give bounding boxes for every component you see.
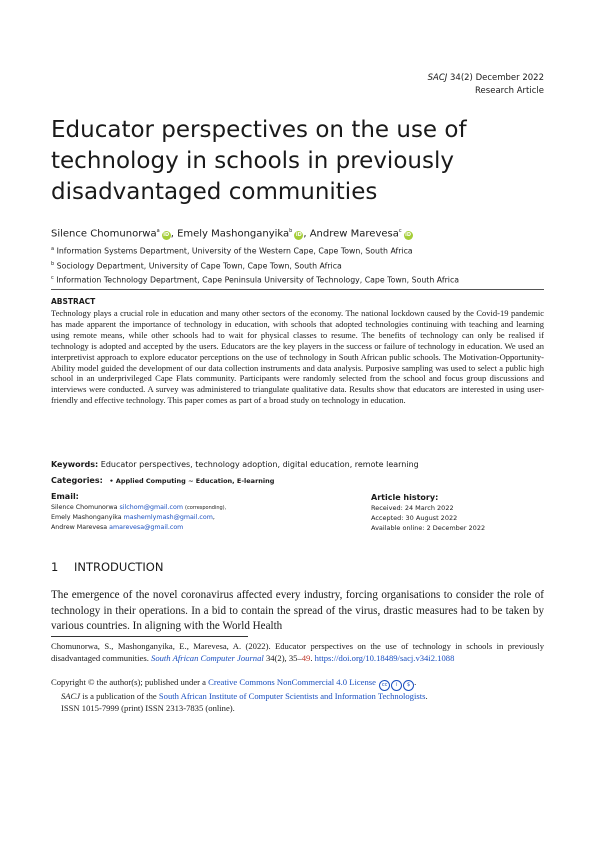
- journal-issue-line: [428, 72, 544, 85]
- email-entry: Andrew Marevesa amarevesa@gmail.com: [51, 524, 184, 531]
- affiliation: $^a$ Information Systems Department, University of the Western Cape, Cape Town, South Africa: [51, 246, 413, 256]
- affiliation: $^b$ Sociology Department, University of Cape Town, Cape Town, South Africa: [51, 260, 342, 271]
- history-label: Article history:: [371, 493, 439, 502]
- author-name: Silence Chomunorwa: [51, 228, 157, 240]
- cc-nc-icon: $: [403, 680, 414, 691]
- abstract-text: Technology plays a crucial role in education and many other sectors of the economy. The national lockdown caused by the Covid-19 pandemic has made apparent the importance of technology in education, with schools that adopted technologies continuing with teaching and learning using remote means, while other schools had to wait for physical classes to resume. The benefits of technology can only be realised if technology is adopted and accepted by the users. Educators are the key players in the success or failure of technology in education. We used an interpretivist approach to explore educator perceptions on the use of technology in South African public schools. The Motivation-Opportunity-Ability model guided the development of our data collection instruments and data analysis. Purposive sampling was used to select a public high school in an underprivileged Cape Flats community. Participants were randomly selected from the school and focus group discussions and interviews were conducted. A survey was administered to triangulate qualitative data. Results show that educators are interested in using user-friendly and effective technology. This paper comes as part of a broad study on technology in education.: [51, 308, 544, 406]
- affiliations: [51, 243, 459, 287]
- article-type: Research Article: [475, 86, 544, 96]
- keywords: [51, 459, 419, 470]
- affiliation: $^c$ Information Technology Department, Cape Peninsula University of Technology, Cape Town, South Africa: [51, 275, 460, 285]
- history-online: Available online: 2 December 2022: [371, 524, 486, 532]
- section-title: INTRODUCTION: [73, 560, 164, 574]
- license-link[interactable]: Creative Commons NonCommercial 4.0 License: [208, 677, 376, 687]
- orcid-icon[interactable]: iD: [163, 232, 170, 239]
- journal-issue: 34(2) December 2022: [450, 73, 544, 83]
- institute-link[interactable]: South African Institute of Computer Scientists and Information Technologists: [158, 691, 426, 701]
- affil-mark: a: [156, 228, 160, 234]
- abstract-heading: ABSTRACT: [51, 297, 96, 306]
- cc-license-icon[interactable]: cc: [379, 680, 390, 691]
- publication-line: SACJ is a publication of the South African Institute of Computer Scientists and Information Technologists.: [61, 691, 428, 701]
- footnote-divider: [51, 636, 248, 637]
- body-paragraph: The emergence of the novel coronavirus affected every industry, forcing organisations to consider the role of technology in their operations. In a bid to contain the spread of the virus, drastic measures had to be taken by various countries. In aligning with the World Health: [51, 589, 544, 632]
- orcid-icon[interactable]: iD: [405, 232, 412, 239]
- header-divider: [51, 289, 544, 290]
- journal-header: [428, 72, 544, 98]
- section-heading: [51, 560, 163, 574]
- citation-text: Chomunorwa, S., Mashonganyika, E., Marevesa, A. (2022). Educator perspectives on the use of technology in schools in previously disadvantaged communities.: [51, 641, 544, 663]
- paper-title: Educator perspectives on the use of technology in schools in previously disadvantaged communities: [51, 117, 467, 205]
- cc-by-icon: i: [391, 680, 402, 691]
- copyright-block: [51, 677, 544, 714]
- journal-link[interactable]: South African Computer Journal: [151, 652, 264, 663]
- keywords-label: Keywords:: [51, 460, 99, 469]
- affil-mark: b: [289, 228, 293, 234]
- orcid-icon[interactable]: iD: [295, 232, 302, 239]
- history-accepted: Accepted: 30 August 2022: [371, 514, 458, 522]
- email-link[interactable]: amarevesa@gmail.com: [109, 524, 184, 531]
- article-history: [371, 492, 485, 533]
- author-list: Silence Chomunorwa$^a$iD , Emely Mashonganyika$^b$iD , Andrew Marevesa$^c$iD: [51, 228, 412, 240]
- author-name: Andrew Marevesa: [309, 228, 399, 240]
- last-page-link[interactable]: 49: [301, 652, 311, 663]
- volume-pages: 34(2), 35–: [265, 652, 302, 663]
- citation-block: Chomunorwa, S., Mashonganyika, E., Marevesa, A. (2022). Educator perspectives on the use of technology in schools in previously disadvantaged communities. South African Computer Journal 34(2), 35–49. https://doi.org/10.18489/sacj.v34i2.1088: [51, 641, 544, 663]
- email-entry: Silence Chomunorwa silchom@gmail.com (corresponding),: [51, 504, 227, 511]
- categories-text: • Applied Computing ~ Education, E-learning: [109, 477, 275, 485]
- copyright-line: Copyright © the author(s); published under a Creative Commons NonCommercial 4.0 License cc i $ .: [51, 677, 544, 691]
- email-label: Email:: [51, 492, 79, 501]
- categories-label: Categories:: [51, 476, 103, 485]
- author-name: Emely Mashonganyika: [177, 228, 290, 240]
- keywords-text: Educator perspectives, technology adoption, digital education, remote learning: [100, 460, 419, 469]
- journal-abbrev: SACJ: [427, 73, 448, 83]
- issn-line: ISSN 1015-7999 (print) ISSN 2313-7835 (online).: [61, 702, 235, 713]
- doi-link[interactable]: https://doi.org/10.18489/sacj.v34i2.1088: [314, 652, 455, 663]
- history-received: Received: 24 March 2022: [371, 504, 454, 512]
- email-link[interactable]: silchom@gmail.com: [119, 504, 183, 511]
- email-link[interactable]: mashemlymash@gmail.com: [123, 514, 213, 521]
- affil-mark: c: [398, 228, 402, 234]
- section-number: 1: [51, 560, 59, 574]
- email-entry: Emely Mashonganyika mashemlymash@gmail.com,: [51, 514, 215, 521]
- email-list: [51, 503, 226, 533]
- categories: [51, 475, 274, 487]
